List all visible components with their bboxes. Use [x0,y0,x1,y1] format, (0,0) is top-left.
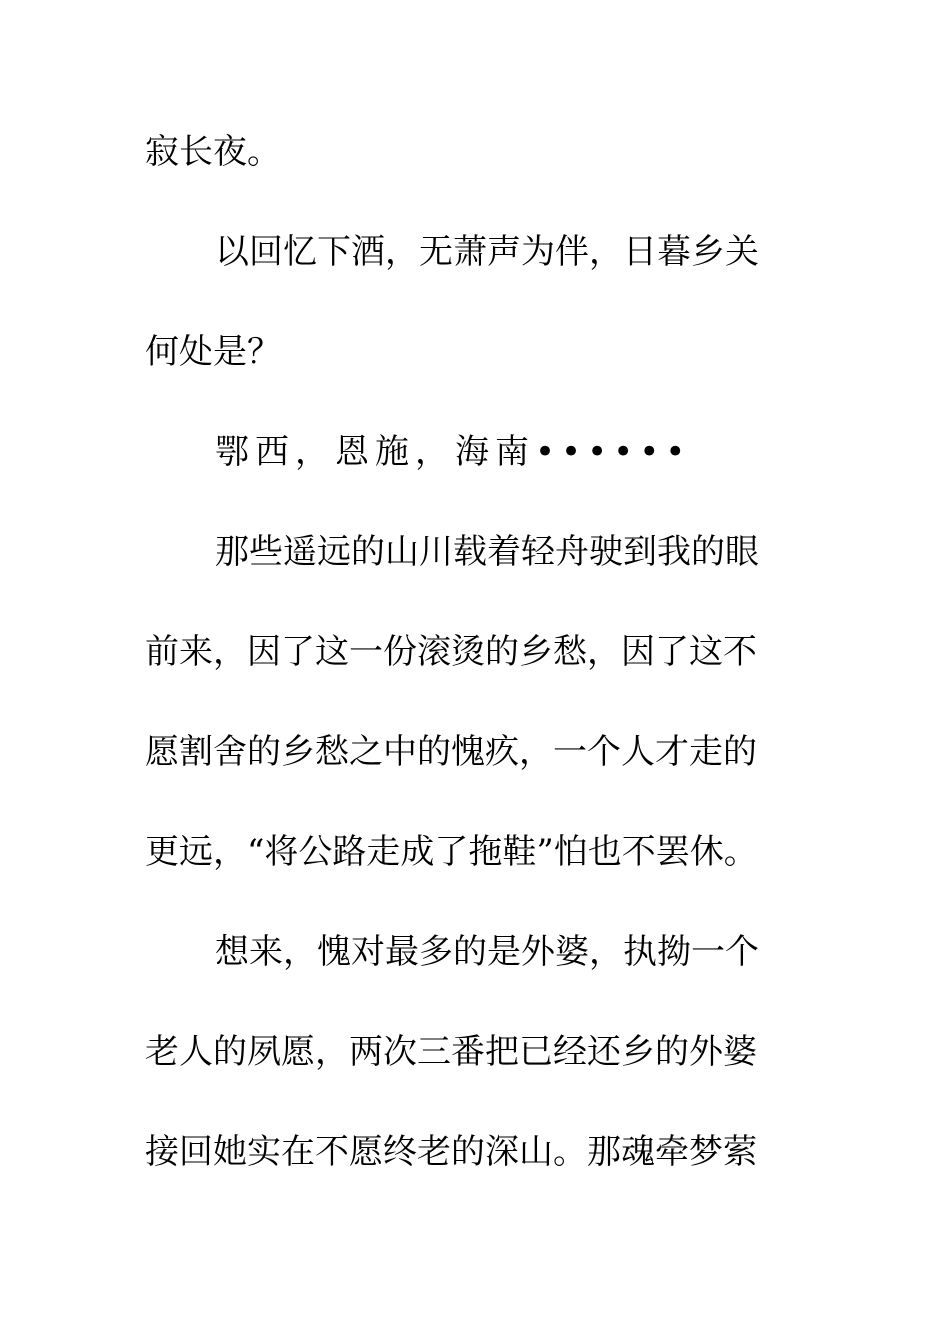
text-line-8: 更远，“将公路走成了拖鞋”怕也不罢休。 [145,832,758,872]
paragraph-start-line-5: 那些遥远的山川载着轻舟驶到我的眼 [215,532,759,572]
paragraph-start-line-2: 以回忆下酒，无萧声为伴，日暮乡关 [215,232,759,272]
paragraph-start-line-4: 鄂西，恩施，海南•••••• [215,432,692,472]
text-line-3: 何处是？ [145,332,281,372]
text-line-6: 前来，因了这一份滚烫的乡愁，因了这不 [145,632,757,672]
text-line-10: 老人的夙愿，两次三番把已经还乡的外婆 [145,1032,757,1072]
text-line-1: 寂长夜。 [145,132,281,172]
text-line-7: 愿割舍的乡愁之中的愧疚，一个人才走的 [145,732,757,772]
text-line-11: 接回她实在不愿终老的深山。那魂牵梦萦 [145,1132,757,1172]
paragraph-start-line-9: 想来，愧对最多的是外婆，执拗一个 [215,932,759,972]
